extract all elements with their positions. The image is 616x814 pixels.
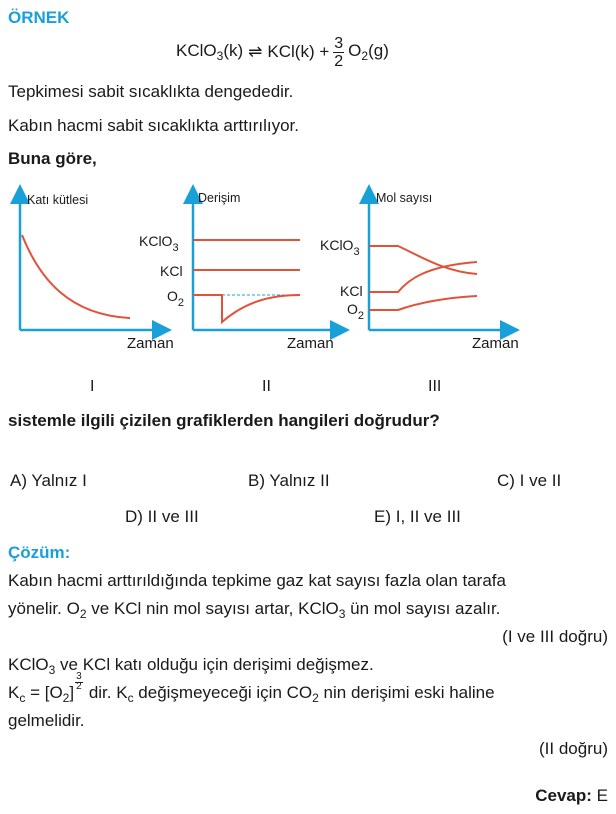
- reactant-kclo3: KClO$_3$(k): [176, 41, 244, 63]
- solution-heading: Çözüm:: [8, 543, 71, 562]
- product-o2: $O_2(g)$: [348, 41, 389, 63]
- question-text: sistemle ilgili çizilen grafiklerden hangileri doğrudur?: [8, 411, 440, 430]
- graph-1-roman: I: [90, 378, 95, 395]
- solution-line-3: KClO$_3$ ve KCl katı olduğu için derişimi değişmez.: [8, 655, 374, 677]
- statement-line-2: Kabın hacmi sabit sıcaklıkta arttırılıyor.: [8, 116, 300, 135]
- solution-note-2: (II doğru): [539, 739, 608, 758]
- graph-2-label-kclo3: KClO$_3$: [139, 233, 179, 254]
- graph-1: [20, 193, 174, 395]
- option-c[interactable]: C) I ve II: [497, 471, 562, 490]
- graph-2-label-kcl: KCl: [160, 263, 183, 279]
- graph-1-x-label: Zaman: [127, 335, 174, 352]
- graph-2-y-label: Derişim: [198, 191, 241, 205]
- solution-note-1: (I ve III doğru): [502, 627, 608, 646]
- reaction-equation: [176, 30, 389, 74]
- graph-3-kclo3-curve: [369, 246, 477, 274]
- graph-3-o2-curve: [369, 296, 477, 310]
- graph-3-label-kcl: KCl: [340, 283, 363, 299]
- graph-2-roman: II: [262, 378, 271, 395]
- graph-3-x-label: Zaman: [472, 335, 519, 352]
- solution-line-4: $K_c = [O_2]$ $\frac{3}{2}$ dir. $K_c$ değişmeyeceği için $CO_2$ nin derişimi eski haline: [8, 671, 495, 705]
- graph-2-label-o2: $O_2$: [167, 288, 185, 309]
- graph-1-y-label: Katı kütlesi: [27, 193, 89, 207]
- exponent-fraction: $\frac{3}{2}$: [76, 671, 82, 692]
- statement-line-3: Buna göre,: [8, 149, 97, 168]
- graphs-panel: [0, 180, 616, 400]
- option-d[interactable]: D) II ve III: [125, 507, 199, 526]
- graph-2: [139, 191, 340, 395]
- graph-2-o2-curve: [193, 295, 300, 322]
- option-e[interactable]: E) I, II ve III: [374, 507, 461, 526]
- example-heading: ÖRNEK: [8, 8, 70, 27]
- statement-line-1: Tepkimesi sabit sıcaklıkta dengededir.: [8, 82, 294, 101]
- coefficient-fraction: $\frac{3}{2}$: [334, 34, 344, 70]
- answer: Cevap: E: [535, 786, 608, 805]
- product-kcl: KCl(k) +: [267, 42, 330, 61]
- graph-3-label-kclo3: KClO$_3$: [320, 237, 360, 258]
- solution-line-5: gelmelidir.: [8, 711, 85, 730]
- option-b[interactable]: B) Yalnız II: [248, 471, 330, 490]
- option-a[interactable]: A) Yalnız I: [10, 471, 87, 490]
- graph-2-x-label: Zaman: [287, 335, 334, 352]
- graph-3-label-o2: $O_2$: [347, 301, 365, 322]
- graph-3-kcl-curve: [369, 262, 477, 292]
- equilibrium-arrow-icon: ⇌: [248, 42, 263, 61]
- graph-3-y-label: Mol sayısı: [376, 191, 433, 205]
- graph-1-curve: [22, 235, 130, 318]
- graph-3-roman: III: [428, 378, 442, 395]
- solution-line-2: yönelir. $O_2$ ve KCl nin mol sayısı artar, KClO$_3$ ün mol sayısı azalır.: [8, 599, 501, 621]
- solution-line-1: Kabın hacmi arttırıldığında tepkime gaz kat sayısı fazla olan tarafa: [8, 571, 506, 590]
- graph-3: [320, 191, 519, 395]
